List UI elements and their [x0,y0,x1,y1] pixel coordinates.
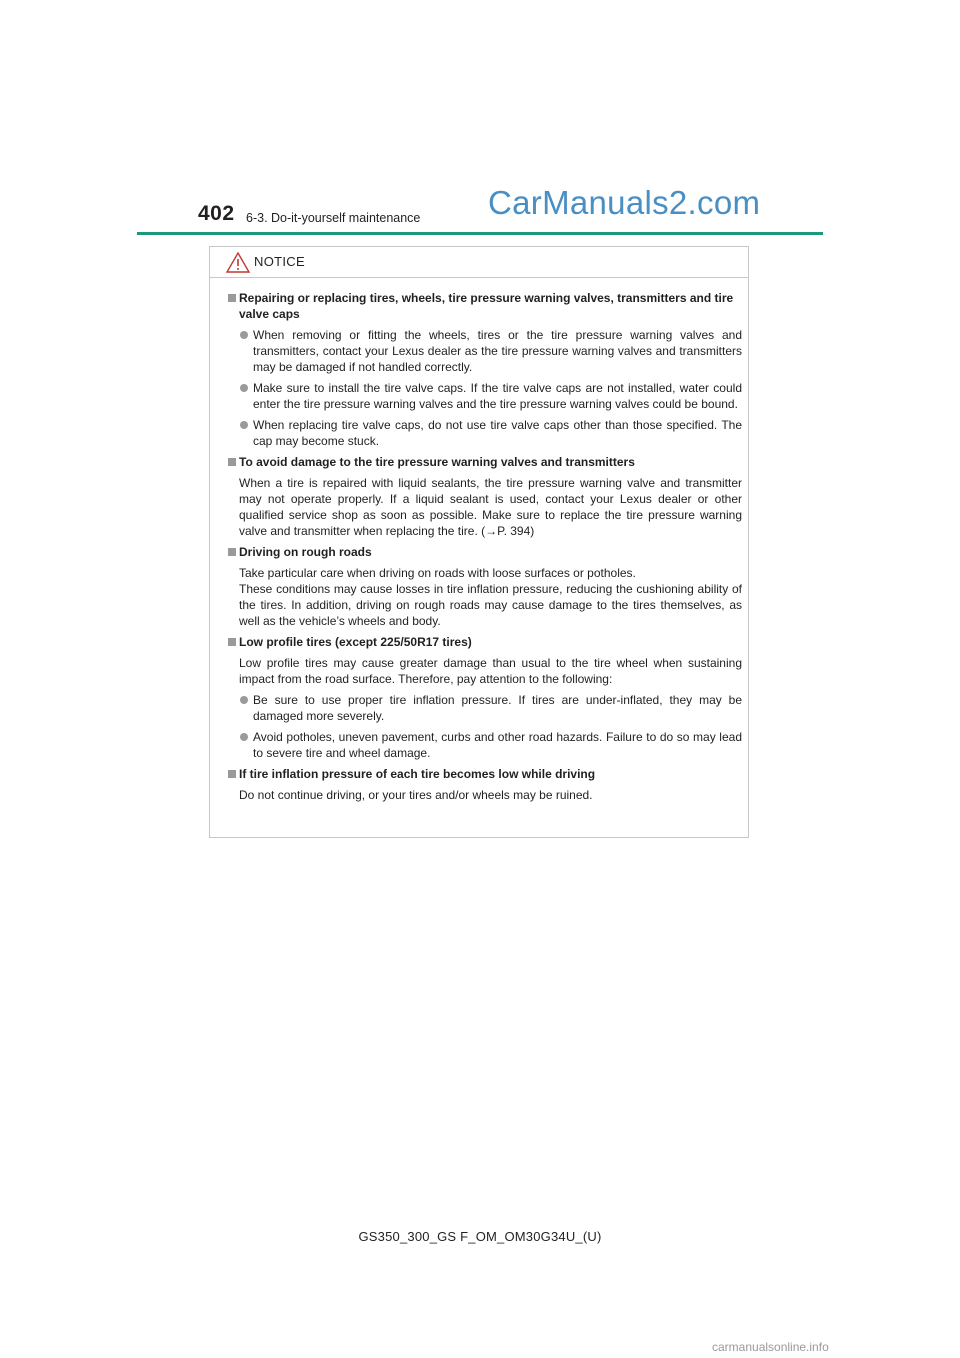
footer-watermark: carmanualsonline.info [712,1340,829,1354]
paragraph: When a tire is repaired with liquid sealants, the tire pressure warning valve and transmitter may not operate properly. If a liquid sealant is used, contact your Lexus dealer or other qualified service shop as soon as possible. Make sure to replace the tire pressure warning valve and transmitter when replacing the tire. (→P. 394) [239,476,742,538]
page-number: 402 [198,202,235,225]
section-heading: Driving on rough roads [228,544,742,560]
paragraph: Do not continue driving, or your tires and/or wheels may be ruined. [239,788,593,802]
bullet-item: Avoid potholes, uneven pavement, curbs and other road hazards. Failure to do so may lead to severe tire and wheel damage. [228,729,742,761]
section-heading: To avoid damage to the tire pressure warning valves and transmitters [228,454,742,470]
notice-label: NOTICE [254,254,305,269]
document-code: GS350_300_GS F_OM_OM30G34U_(U) [358,1229,602,1244]
bullet-item: When removing or fitting the wheels, tires or the tire pressure warning valves and transmitters, contact your Lexus dealer as the tire pressure warning valves and transmitters may be damaged if not handled correctly. [228,327,742,375]
section-heading: Low profile tires (except 225/50R17 tires) [228,634,742,650]
bullet-item: Make sure to install the tire valve caps. If the tire valve caps are not installed, water could enter the tire pressure warning valves and the tire pressure warning valves could be bound. [228,380,742,412]
section-heading: If tire inflation pressure of each tire becomes low while driving [228,766,742,782]
section-heading: Repairing or replacing tires, wheels, tire pressure warning valves, transmitters and tire valve caps [228,290,742,322]
header-watermark: CarManuals2.com [488,184,761,221]
paragraph: Low profile tires may cause greater damage than usual to the tire wheel when sustaining impact from the road surface. Therefore, pay attention to the following: [239,656,742,686]
notice-box [209,246,749,838]
paragraph: These conditions may cause losses in tire inflation pressure, reducing the cushioning ability of the tires. In addition, driving on rough roads may cause damage to the tires themselves, as well as the vehicle’s wheels and body. [239,582,742,628]
paragraph: Take particular care when driving on roads with loose surfaces or potholes. [239,566,636,580]
bullet-item: When replacing tire valve caps, do not use tire valve caps other than those specified. The cap may become stuck. [228,417,742,449]
bullet-item: Be sure to use proper tire inflation pressure. If tires are under-inflated, they may be damaged more severely. [228,692,742,724]
warning-triangle-icon [226,252,250,273]
section-title: 6-3. Do-it-yourself maintenance [246,211,421,225]
notice-body [210,278,748,803]
notice-header [210,247,748,278]
header-rule [137,232,823,235]
